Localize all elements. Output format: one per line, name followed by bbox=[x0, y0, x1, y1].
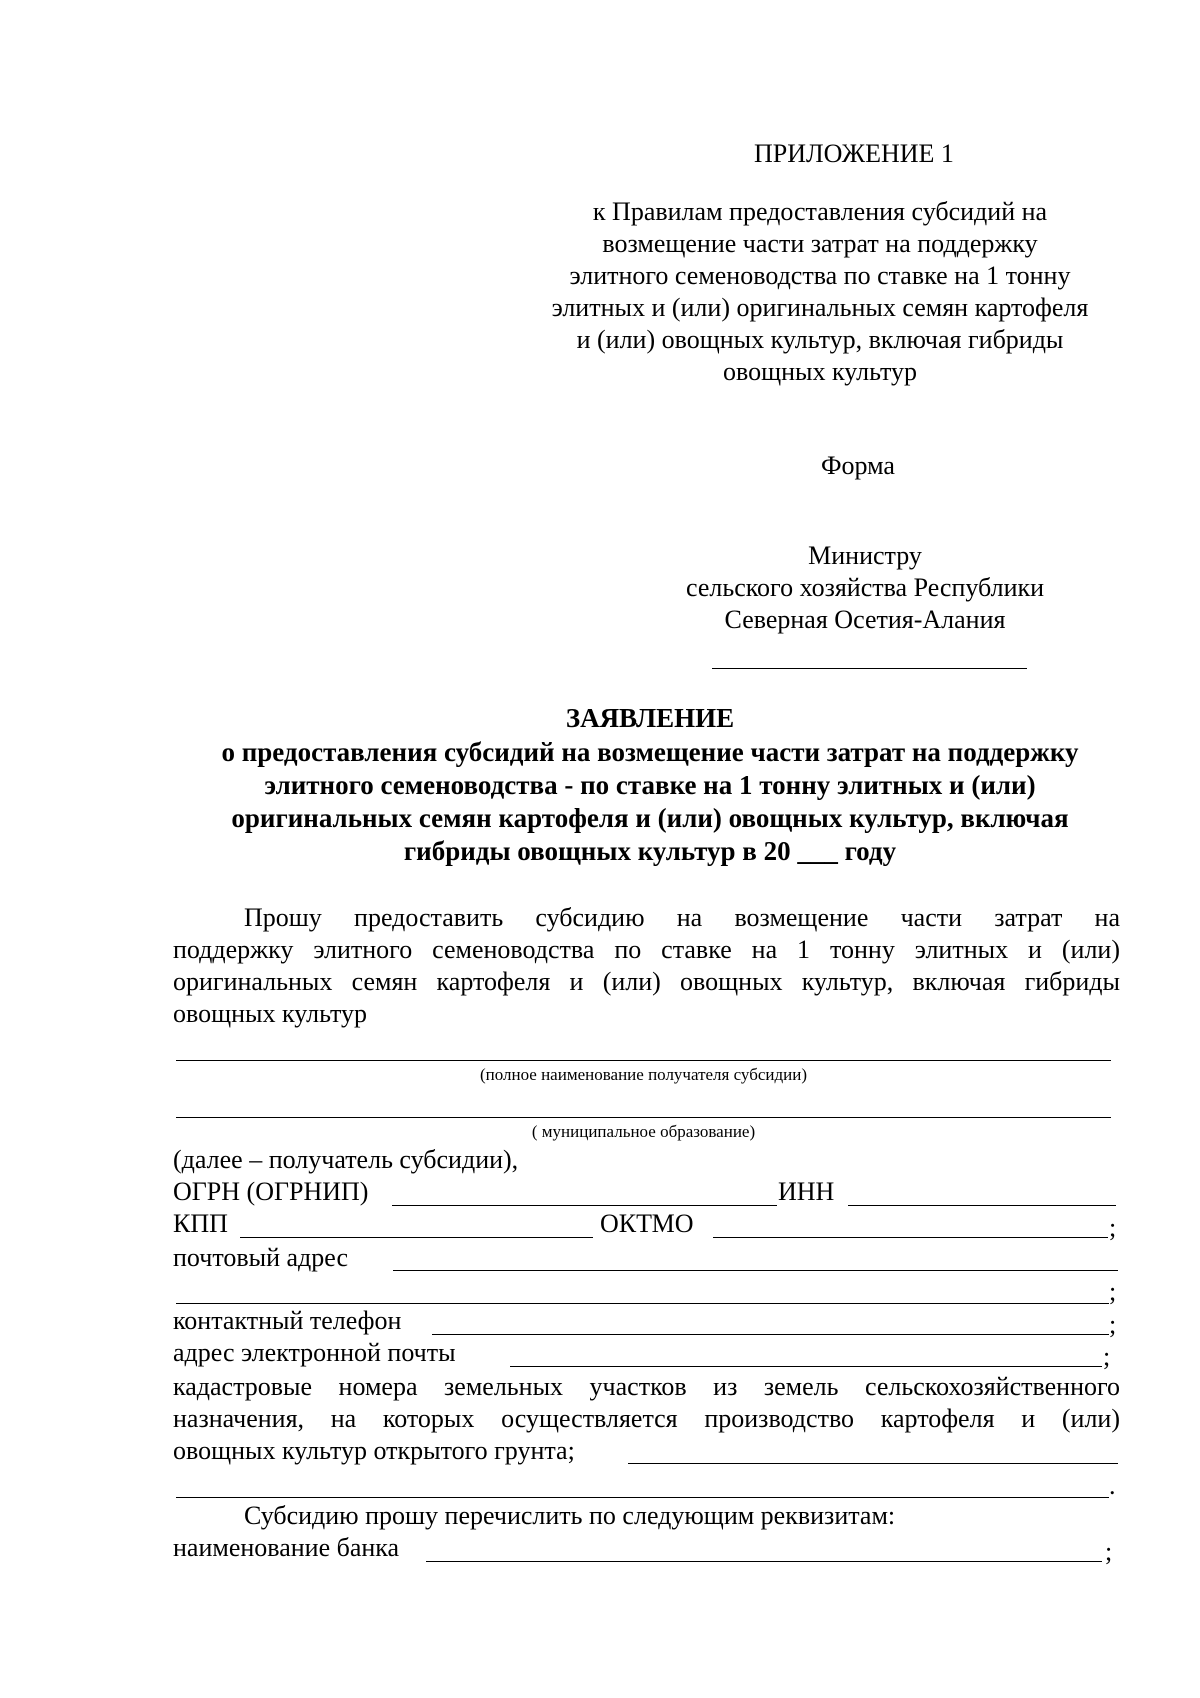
appendix-line: элитного семеноводства по ставке на 1 тонну bbox=[569, 261, 1071, 290]
semicolon: ; bbox=[1103, 1342, 1111, 1371]
request-paragraph-line: Прошу предоставить субсидию на возмещение части затрат на bbox=[244, 903, 1120, 932]
semicolon: ; bbox=[1109, 1213, 1117, 1242]
addressee-line: Министру bbox=[808, 541, 922, 570]
email-field[interactable] bbox=[510, 1366, 1102, 1367]
semicolon: ; bbox=[1109, 1310, 1117, 1339]
inn-field[interactable] bbox=[848, 1205, 1116, 1206]
addressee-line: сельского хозяйства Республики bbox=[685, 573, 1045, 602]
recipient-caption: (полное наименование получателя субсидии) bbox=[479, 1065, 808, 1084]
request-paragraph-line: оригинальных семян картофеля и (или) овощных культур, включая гибриды bbox=[173, 967, 1120, 996]
kpp-field[interactable] bbox=[240, 1237, 593, 1238]
kpp-label: КПП bbox=[173, 1209, 228, 1238]
oktmo-field[interactable] bbox=[713, 1237, 1108, 1238]
addressee-line: Северная Осетия-Алания bbox=[724, 605, 1006, 634]
appendix-text bbox=[520, 196, 1120, 388]
appendix-line: возмещение части затрат на поддержку bbox=[602, 229, 1038, 258]
heading-line: о предоставления субсидий на возмещение части затрат на поддержку bbox=[221, 737, 1079, 767]
heading-line: гибриды овощных культур в 20 ___ году bbox=[403, 836, 897, 866]
request-paragraph-line: поддержку элитного семеноводства по ставке на 1 тонну элитных и (или) bbox=[173, 935, 1120, 964]
request-paragraph-line: овощных культур bbox=[173, 999, 367, 1028]
appendix-line: элитных и (или) оригинальных семян картофеля bbox=[551, 293, 1089, 322]
recipient-name-field[interactable] bbox=[176, 1060, 1111, 1061]
email-label: адрес электронной почты bbox=[173, 1338, 456, 1367]
cadastral-field-2[interactable] bbox=[176, 1497, 1109, 1498]
postal-label: почтовый адрес bbox=[173, 1243, 348, 1272]
cadastral-line: овощных культур открытого грунта; bbox=[173, 1436, 575, 1465]
inn-label: ИНН bbox=[778, 1177, 835, 1206]
addressee-signature-line bbox=[712, 668, 1027, 669]
cadastral-field[interactable] bbox=[628, 1463, 1118, 1464]
postal-address-field[interactable] bbox=[393, 1270, 1118, 1271]
ogrn-label: ОГРН (ОГРНИП) bbox=[173, 1177, 369, 1206]
period: . bbox=[1109, 1471, 1116, 1500]
phone-field[interactable] bbox=[432, 1334, 1109, 1335]
transfer-line: Субсидию прошу перечислить по следующим реквизитам: bbox=[244, 1501, 896, 1530]
phone-label: контактный телефон bbox=[173, 1306, 402, 1335]
municipal-caption: ( муниципальное образование) bbox=[531, 1122, 756, 1141]
bank-label: наименование банка bbox=[173, 1533, 400, 1562]
appendix-title: ПРИЛОЖЕНИЕ 1 bbox=[754, 139, 954, 168]
addressee-block bbox=[650, 540, 1080, 636]
ogrn-field[interactable] bbox=[392, 1205, 777, 1206]
cadastral-line: назначения, на которых осуществляется производство картофеля и (или) bbox=[173, 1404, 1120, 1433]
heading-line: элитного семеноводства - по ставке на 1 тонну элитных и (или) bbox=[264, 770, 1036, 800]
statement-title: ЗАЯВЛЕНИЕ bbox=[565, 703, 735, 733]
statement-subject bbox=[100, 736, 1200, 868]
appendix-line: овощных культур bbox=[723, 357, 917, 386]
appendix-line: и (или) овощных культур, включая гибриды bbox=[576, 325, 1064, 354]
oktmo-label: ОКТМО bbox=[600, 1209, 694, 1238]
semicolon: ; bbox=[1105, 1537, 1113, 1566]
bank-name-field[interactable] bbox=[426, 1561, 1102, 1562]
cadastral-line: кадастровые номера земельных участков из земель сельскохозяйственного bbox=[173, 1372, 1120, 1401]
recipient-note: (далее – получатель субсидии), bbox=[173, 1145, 519, 1174]
appendix-line: к Правилам предоставления субсидий на bbox=[592, 197, 1048, 226]
postal-address-field-2[interactable] bbox=[176, 1303, 1109, 1304]
heading-line: оригинальных семян картофеля и (или) овощных культур, включая bbox=[231, 803, 1069, 833]
semicolon: ; bbox=[1109, 1277, 1117, 1306]
form-label: Форма bbox=[821, 451, 895, 480]
municipal-field[interactable] bbox=[176, 1117, 1111, 1118]
